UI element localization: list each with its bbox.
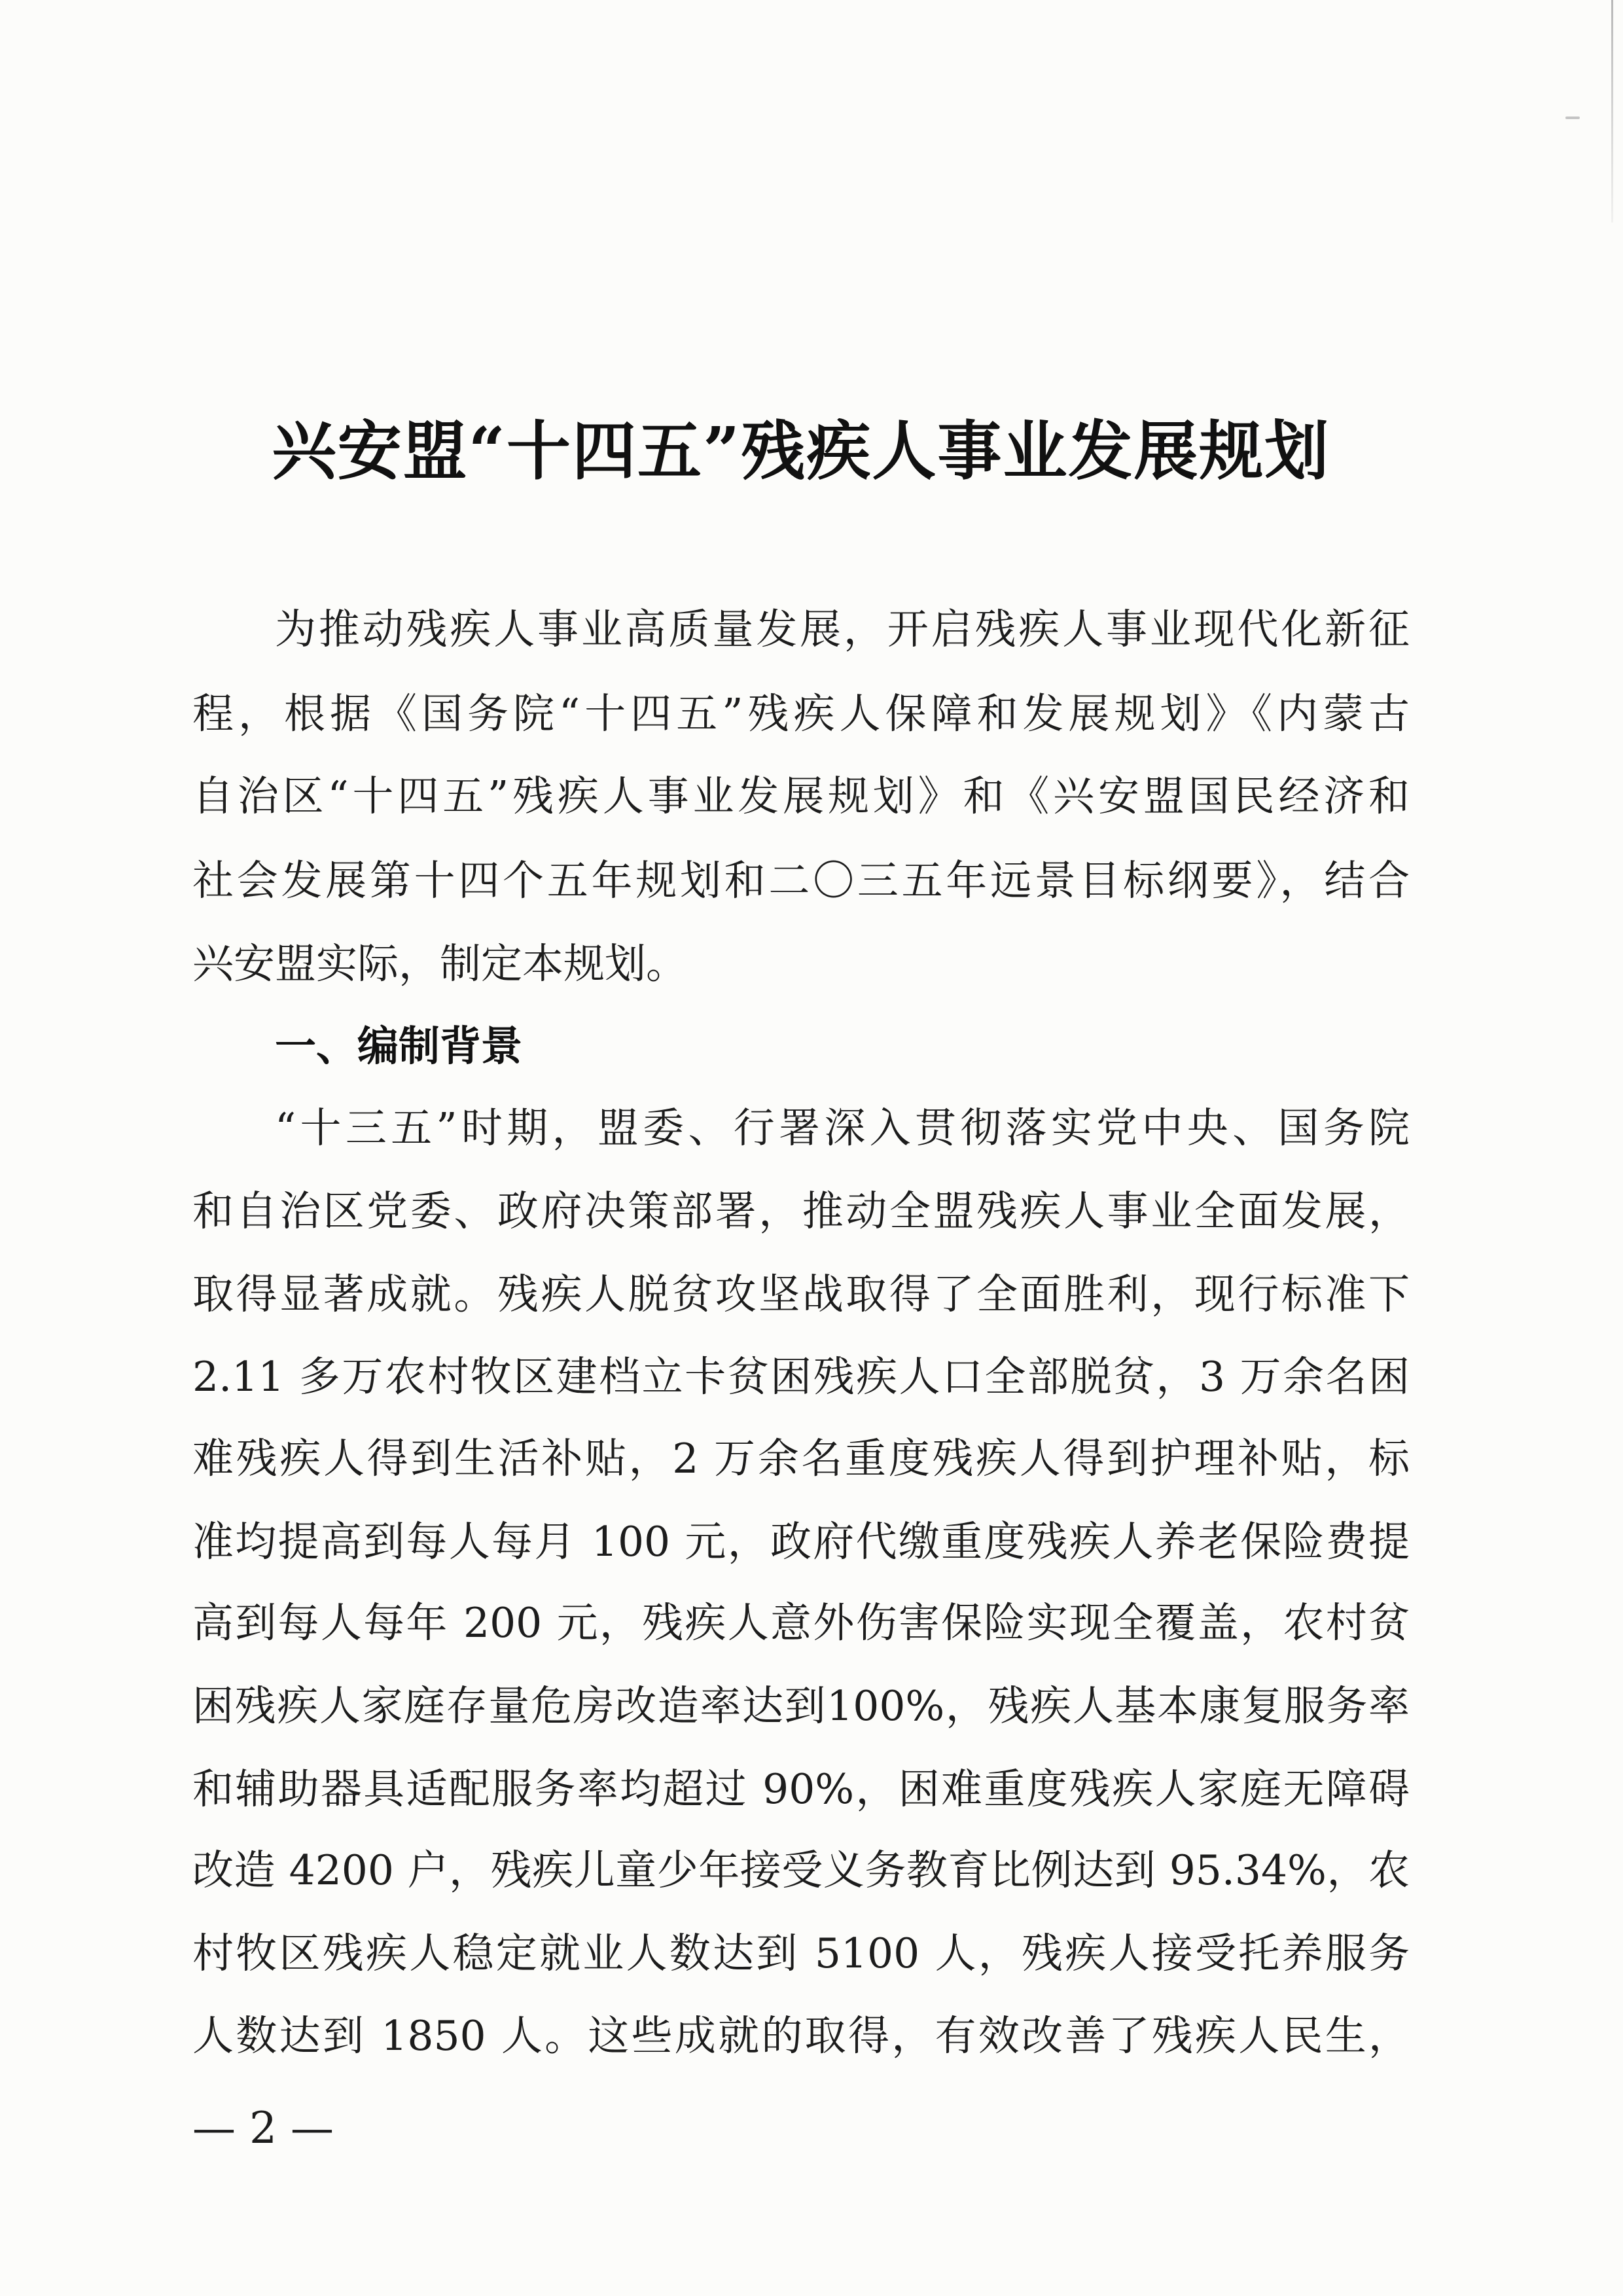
background-line: 难残疾人得到生活补贴，2 万余名重度残疾人得到护理补贴，标 xyxy=(192,1435,1410,1482)
intro-line: 兴安盟实际，制定本规划。 xyxy=(192,940,687,988)
scan-speck xyxy=(1565,117,1580,119)
background-line: 改造 4200 户，残疾儿童少年接受义务教育比例达到 95.34%，农 xyxy=(192,1846,1410,1894)
intro-line: 社会发展第十四个五年规划和二〇三五年远景目标纲要》，结合 xyxy=(192,857,1410,905)
background-line: “十三五”时期，盟委、行署深入贯彻落实党中央、国务院 xyxy=(275,1104,1410,1152)
background-line: 和辅助器具适配服务率均超过 90%，困难重度残疾人家庭无障碍 xyxy=(192,1765,1410,1813)
scan-edge-line xyxy=(1611,0,1613,223)
background-line: 和自治区党委、政府决策部署，推动全盟残疾人事业全面发展， xyxy=(192,1187,1410,1235)
intro-line: 程，根据《国务院“十四五”残疾人保障和发展规划》《内蒙古 xyxy=(192,690,1410,738)
background-line: 高到每人每年 200 元，残疾人意外伤害保险实现全覆盖，农村贫 xyxy=(192,1599,1410,1647)
background-line: 村牧区残疾人稳定就业人数达到 5100 人，残疾人接受托养服务 xyxy=(192,1929,1410,1977)
intro-line: 自治区“十四五”残疾人事业发展规划》和《兴安盟国民经济和 xyxy=(192,772,1410,820)
page-number: — 2 — xyxy=(192,2103,334,2153)
background-line: 困残疾人家庭存量危房改造率达到100%，残疾人基本康复服务率 xyxy=(192,1682,1410,1730)
section-heading: 一、编制背景 xyxy=(275,1022,522,1070)
background-line: 2.11 多万农村牧区建档立卡贫困残疾人口全部脱贫，3 万余名困 xyxy=(192,1353,1410,1401)
background-line: 取得显著成就。残疾人脱贫攻坚战取得了全面胜利，现行标准下 xyxy=(192,1270,1410,1318)
background-line: 准均提高到每人每月 100 元，政府代缴重度残疾人养老保险费提 xyxy=(192,1518,1410,1566)
background-line: 人数达到 1850 人。这些成就的取得，有效改善了残疾人民生， xyxy=(192,2012,1410,2060)
intro-line: 为推动残疾人事业高质量发展，开启残疾人事业现代化新征 xyxy=(275,605,1410,653)
document-title: 兴安盟“十四五”残疾人事业发展规划 xyxy=(272,414,1330,489)
